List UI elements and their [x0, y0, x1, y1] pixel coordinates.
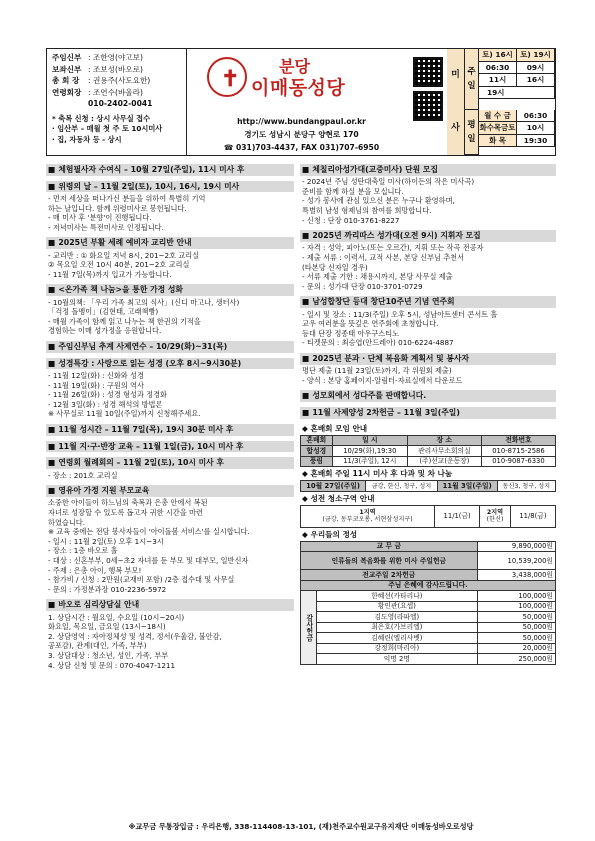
announcement: [46, 457, 294, 480]
announcement: [46, 164, 294, 176]
announcement: [46, 284, 294, 336]
announcement-line: - 매월 가족이 함께 읽고 나누는 책 한권의 기적을: [48, 316, 201, 326]
mass-time: 토) 16시: [479, 49, 517, 62]
announcement-line: - 저녁미사는 특전미사로 인정됩니다.: [48, 222, 164, 232]
announcement-title: ■ 바오로 심리상담실 안내: [46, 599, 294, 611]
mass-label: 미 사: [447, 49, 465, 155]
bullet-icon: ■: [48, 486, 56, 496]
announcement-line: - 11월 26일(화) : 성경 형성과 정경화: [48, 390, 167, 400]
announcement-line: - 문의 : 가정분과장 010-2236-5972: [48, 584, 167, 594]
announcement-line: - 일시 및 장소 : 11/3(주일) 오후 5시, 성남아트센터 콘서트 홀: [302, 309, 498, 319]
announcement-line: ※ 사무실로 11월 10일(주일)까지 신청해주세요.: [48, 409, 201, 419]
announcement-line: (타본당 신자일 경우): [302, 262, 368, 272]
bullet-icon: ■: [48, 181, 56, 191]
sunday-mass: 주 일 토) 16시 토) 19시 06:30 09시 11시 16시 19시: [465, 49, 555, 110]
announcement-line: 공포감), 관계(대인, 가족, 부부): [48, 641, 147, 651]
announcement-line: 1. 상담시간 : 월요일, 수요일 (10시~20시): [48, 612, 185, 622]
church-name-top: 분당: [279, 57, 310, 76]
announcement: [46, 341, 294, 353]
mass-time: 09시: [517, 62, 555, 75]
table-row: 김도영(라파엘) 50,000원: [301, 612, 556, 623]
table-row: 교 무 금 9,890,000원: [301, 541, 556, 552]
announcement-line: - 성가 봉사에 관심 있으신 분은 누구나 환영하며,: [302, 196, 455, 206]
announcement-title: ■ 주임신부님 추계 사제연수 – 10/29(화)~31(목): [46, 341, 294, 353]
announcement: [46, 358, 294, 419]
table-row: 최은호(가브리엘) 50,000원: [301, 622, 556, 633]
staff-row: 연령회장 : 조연수(바울라): [52, 87, 143, 97]
mass-time: 10시: [517, 122, 555, 135]
mass-time: 06:30: [479, 62, 517, 75]
mass-time: 19:30: [517, 135, 555, 148]
table-row: 인류들의 복음화를 위한 미사 주일헌금 10,539,200원: [301, 552, 556, 570]
announcement-line: 하는 날입니다. 함께 위령미사로 봉헌됩니다.: [48, 203, 187, 213]
table-row: 감사헌금 한혜선(카타리나) 100,000원: [301, 591, 556, 602]
staff-row: 총 회 장 : 권용주(사도요한): [52, 76, 151, 85]
announcement-line: - 11월 19일(화) : 구원의 역사: [48, 380, 144, 390]
announcement-line: - 10월의책: 「우리 가족 최고의 식사」(신디 마고나, 생터사): [48, 297, 240, 307]
staff-row: 보좌신부 : 조보성(바오로): [52, 64, 143, 74]
bullet-icon: ■: [48, 441, 56, 451]
announcement-title: ■ <온가족 책 나눔>을 통한 가정 성화: [46, 284, 294, 296]
right-column: [300, 164, 556, 665]
announcement-line: 2. 상담영역 : 자아정체성 및 성격, 정서(우울감, 불안감,: [48, 631, 222, 641]
announcement-line: - 11월 12일(화) : 신화와 성경: [48, 370, 144, 380]
mass-time: 06:30: [517, 110, 555, 123]
announcement-title: ■ 성모회에서 성다주를 판매합니다.: [300, 390, 556, 402]
church-contact: [199, 115, 404, 154]
announcement-line: - 장소 : 201호 교리실: [48, 470, 118, 480]
announcement-title: ■ 2025년 까리따스 성가대(오전 9시) 지휘자 모집: [300, 230, 556, 242]
tea-table: [300, 480, 556, 492]
announcement: [300, 390, 556, 402]
announcement: [46, 441, 294, 453]
qr-codes: [409, 49, 447, 155]
announcement: [46, 237, 294, 279]
announcement-line: - 서류 제출 기한 : 채용시까지, 본당 사무실 제출: [302, 272, 453, 282]
offering-table: [300, 541, 556, 665]
announcement-line: - 티켓문의 : 최승엽(안드레아) 010-6224-4887: [302, 338, 454, 348]
announcement-title: ■ 11월 지·구·반장 교육 – 11월 1일(금), 10시 미사 후: [46, 441, 294, 453]
announcement-title: ■ 성경특강 : 사랑으로 읽는 성경 (오후 8시~9시30분): [46, 358, 294, 370]
announcement-title: ■ 11월 사제양성 2차헌금 – 11월 3일(주일): [300, 407, 556, 419]
bullet-icon: ■: [302, 165, 310, 174]
announcement-line: 「걱정 돌멩이」(김현태, 고래책빵): [48, 307, 159, 317]
staff-row: 주임신부 : 조한영(야고보): [52, 53, 143, 62]
announcement-line: 4. 상담 신청 및 문의 : 070-4047-1211: [48, 660, 176, 670]
announcement-line: 하였습니다.: [48, 517, 86, 527]
announcement-title: ■ 영유아 가정 지원 부모교육: [46, 485, 294, 497]
table-row: 10월 27일(주일) 금강, 한신, 청구, 성지 11월 3일(주일) 동신3, 청구, 성지: [301, 481, 556, 492]
mass-day: 월 수 금: [479, 110, 517, 123]
announcement-title: ■ 남성합창단 등대 창단10주년 기념 연주회: [300, 296, 556, 308]
announcement-line: - 대상 : 신혼부부, 0세~초2 자녀를 둔 부모 및 대부모, 일반신자: [48, 556, 249, 565]
cross-icon: ✝: [221, 66, 240, 92]
weekday-mass: 평 일 월 수 금 06:30 화수목금토 10시 화 목 19:30: [465, 110, 555, 155]
announcement-line: - 매 미사 후 '분향'이 진행됩니다.: [48, 213, 152, 223]
announcement-line: - 11월 7일(목)까지 입교가 가능합니다.: [48, 269, 172, 279]
church-name: 이매동성당: [251, 77, 346, 99]
announcement-title: ■ 2025년 분과 · 단체 복음화 계획서 및 봉사자: [300, 353, 556, 365]
table-row: 합성경 10/29(화),19:30 관리사무소회의실 010-8715-2586: [301, 446, 556, 457]
wedding-table: [300, 435, 556, 468]
announcement: [46, 424, 294, 436]
bullet-icon: ■: [48, 285, 56, 295]
table-header: 전화번호: [481, 435, 555, 446]
table-row: 익명 2명 250,000원: [301, 654, 556, 665]
bullet-icon: ■: [48, 424, 56, 434]
announcement-line: 명단 제출 (11월 23일(토)까지, 각 위원회 제출): [302, 366, 452, 376]
announcement-line: - 주제 : 은총 아이, 행복 부모!: [48, 565, 142, 575]
table-row: 황인관(요셉) 100,000원: [301, 601, 556, 612]
offering-subtitle: ◆ 우리들의 정성: [302, 529, 358, 539]
staff-panel: [47, 49, 187, 155]
church-identity: [187, 49, 409, 155]
mass-time: 19시: [479, 87, 555, 100]
table-row: 강정희(마리아) 20,000원: [301, 643, 556, 654]
announcement-line: ② 목요일 오전 10시 40분, 201~2호 교리실: [48, 260, 190, 270]
announcement-line: 등대 단장 정종태 아우구스티노: [302, 328, 400, 338]
announcement: [300, 230, 556, 291]
bullet-icon: ■: [48, 600, 56, 610]
announcement-line: 3. 상담대상 : 청소년, 성인, 가족, 부부: [48, 650, 169, 660]
bullet-icon: ■: [302, 297, 310, 307]
announcement: [300, 353, 556, 385]
announcement-line: - 먼저 세상을 떠나가신 분들을 위하여 특별히 기억: [48, 193, 206, 203]
table-header: 일 시: [332, 435, 407, 446]
mass-day: 화수목금토: [479, 122, 517, 135]
announcement-line: 특별히 남성 형제님의 참여를 희망합니다.: [302, 206, 432, 216]
announcement: [46, 485, 294, 594]
announcement-line: - 자격 : 성악, 피아노(또는 오르간), 지휘 또는 작곡 전공자: [302, 243, 484, 253]
announcement-line: - 참가비 / 신청 : 2만원(교재비 포함) /2층 접수대 및 사무실: [48, 575, 235, 585]
mass-time: 16시: [517, 74, 555, 87]
announcement-line: - 제출 서류 : 이력서, 교적 사본, 본당 신부님 추천서: [302, 253, 465, 263]
staff-phone: 010-2402-0041: [88, 99, 153, 108]
qr-code-icon[interactable]: [413, 57, 443, 87]
announcement-line: - 일시 : 11월 2일(토) 오후 1시~3시: [48, 536, 164, 546]
announcement-line: ※ 교육 중에는 전담 봉사자들이 '아이돌봄 서비스'를 실시합니다.: [48, 527, 250, 537]
announcement-line: - 12월 3일(화) : 성경 해석의 방법론: [48, 399, 163, 409]
clean-table: [300, 505, 556, 528]
announcement-line: 자녀로 성장할 수 있도록 돕고자 귀한 시간을 마련: [48, 508, 203, 518]
announcement-line: 준비를 함께 하실 분을 모십니다.: [302, 186, 404, 196]
announcement-title: ■ 체칠리아성가대(교중미사) 단원 모집: [300, 164, 556, 176]
logo-circle: [207, 57, 247, 97]
announcement-title: ■ 연령회 월례회의 – 11월 2일(토), 10시 미사 후: [46, 457, 294, 469]
table-header: 혼배회: [301, 435, 333, 446]
mass-day: 화 목: [479, 135, 517, 148]
qr-code-icon[interactable]: [413, 91, 443, 121]
announcement: [300, 164, 556, 225]
announcement: [300, 296, 556, 348]
announcement: [46, 181, 294, 233]
announcement-title: ■ 11월 성시간 – 11월 7일(목), 19시 30분 미사 후: [46, 424, 294, 436]
announcement-line: - 교리반 : ① 화요일 저녁 8시, 201~2호 교리실: [48, 250, 200, 260]
table-row: 풍림 11/3(주일), 12시 (주)선교(운동장) 010-9087-6330: [301, 456, 556, 467]
church-address: 경기도 성남시 분당구 양현로 170: [244, 130, 359, 139]
bullet-icon: ■: [302, 391, 310, 401]
left-column: [46, 164, 294, 675]
church-url[interactable]: http://www.bundangpaul.or.kr: [237, 117, 366, 126]
mass-time: 토) 19시: [517, 49, 555, 62]
announcement: [300, 407, 556, 419]
announcement-line: - 장소 : 1층 바오로 홀: [48, 546, 118, 556]
bullet-icon: ■: [302, 408, 310, 418]
bullet-icon: ■: [48, 238, 56, 248]
bullet-icon: ■: [48, 341, 56, 351]
bullet-icon: ■: [302, 354, 310, 364]
church-logo: [207, 57, 247, 103]
right-announcements: [300, 164, 556, 419]
mass-schedule: [447, 49, 555, 155]
announcement-title: ■ 체험필사자 수여식 – 10월 27일(주일), 11시 미사 후: [46, 164, 294, 176]
table-row: 1지역 (금강, 동부코오롱, 서현삼성지구) 11/1(금) 2지역 (한신) 11/8(금): [301, 505, 556, 527]
table-row: 주님 은혜에 감사드립니다.: [301, 580, 556, 591]
announcement-line: - 문의 : 성가대 단장 010-3701-0729: [302, 281, 423, 291]
announcement-title: ■ 2025년 부활 세례 예비자 교리반 안내: [46, 237, 294, 249]
announcement-line: 화요일, 목요일, 금요일 (13시~18시): [48, 622, 166, 632]
confirm-subtitle: ◆ 혼배회 주일 11시 미사 후 다과 및 차 나눔: [302, 469, 453, 479]
wedding-subtitle: ◆ 혼배회 모임 안내: [302, 423, 368, 433]
announcement-line: 소중한 아이들이 하느님의 축복과 은총 안에서 복된: [48, 498, 208, 508]
bulletin-header: [46, 48, 556, 156]
announcement-line: - 신청 : 단장 010-3761-8227: [302, 215, 400, 225]
church-tel: ☎ 031)703-4437, FAX 031)707-6950: [223, 143, 380, 152]
announcement-line: 경험하는 이매 성가정을 응원합니다.: [48, 326, 162, 336]
announcement-title: ■ 위령의 날 – 11월 2일(토), 10시, 16시, 19시 미사: [46, 181, 294, 193]
bullet-icon: ■: [302, 231, 310, 241]
announcement-line: - 2024년 주님 성탄대축일 미사(하이든의 작은 미사곡): [302, 177, 475, 187]
table-header: 장 소: [407, 435, 481, 446]
announcement: [46, 599, 294, 670]
announcement-line: 교우 여러분을 뜻깊은 연주회에 초청합니다.: [302, 319, 439, 329]
bullet-icon: ■: [48, 458, 56, 468]
clean-subtitle: ◆ 성전 청소구역 안내: [302, 493, 375, 503]
table-row: 전교주일 2차헌금 3,438,000원: [301, 570, 556, 581]
mass-time: 11시: [479, 74, 517, 87]
bullet-icon: ■: [48, 165, 56, 174]
announcement-line: - 양식 : 본당 홈페이지-알림터-자료실에서 다운로드: [302, 375, 463, 385]
footer-account: ※교무금 무통장입금 : 우리은행, 338-114408-13-101, (재)천주교수원교구유지재단 이매동성바오로성당: [128, 822, 474, 831]
bullet-icon: ■: [48, 358, 56, 368]
table-row: 김혜린(엘리사벳) 50,000원: [301, 633, 556, 644]
blessing-notice: * 축복 신청 : 상시 사무실 접수 · 임산부 – 매월 첫 주 토 10시미사 · 집, 자동차 등 - 상시: [52, 113, 163, 144]
